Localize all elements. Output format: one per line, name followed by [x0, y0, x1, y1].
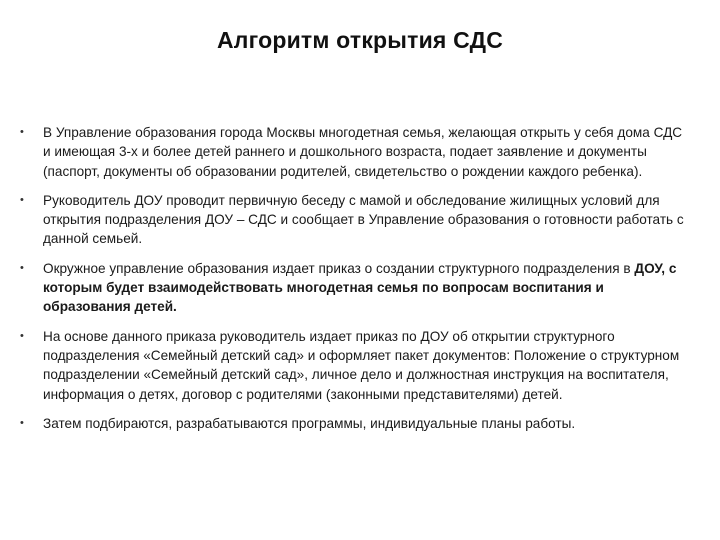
- slide-title: Алгоритм открытия СДС: [216, 27, 504, 53]
- list-item: [20, 327, 692, 404]
- bullet-text-bold: ДОУ, с которым будет взаимодействовать многодетная семья по вопросам воспитания и образования детей.: [43, 260, 677, 315]
- bullet-icon: •: [20, 126, 24, 138]
- bullet-list: [20, 123, 692, 433]
- list-item: [20, 414, 692, 433]
- bullet-icon: •: [20, 416, 24, 429]
- bullet-text: Затем подбираются, разрабатываются программы, индивидуальные планы работы.: [43, 415, 576, 431]
- bullet-icon: •: [20, 329, 24, 342]
- list-item: [20, 123, 692, 181]
- list-item: [20, 259, 692, 317]
- bullet-text: На основе данного приказа руководитель издает приказ по ДОУ об открытии структурного подразделения «Семейный детский сад» и оформляет пакет документов: Положение о структурном подразделении «Семейный детский сад», личное дело и должностная инструкция на воспитателя, информация о детях, договор с родителями (законными представителями) детей.: [43, 328, 680, 402]
- bullet-text: Окружное управление образования издает приказ о создании структурного подразделения в: [43, 260, 635, 276]
- bullet-icon: •: [20, 261, 24, 274]
- bullet-text: В Управление образования города Москвы многодетная семья, желающая открыть у себя дома СДС и имеющая 3-х и более детей раннего и дошкольного возраста, подает заявление и документы (паспорт, документы об образовании родителей, свидетельство о рождении каждого ребенка).: [43, 125, 683, 179]
- bullet-icon: •: [20, 193, 24, 206]
- list-item: [20, 191, 692, 249]
- bullet-text: Руководитель ДОУ проводит первичную беседу с мамой и обследование жилищных условий для открытия подразделения ДОУ – СДС и сообщает в Управление образования о готовности работать с данной семьей.: [43, 192, 684, 247]
